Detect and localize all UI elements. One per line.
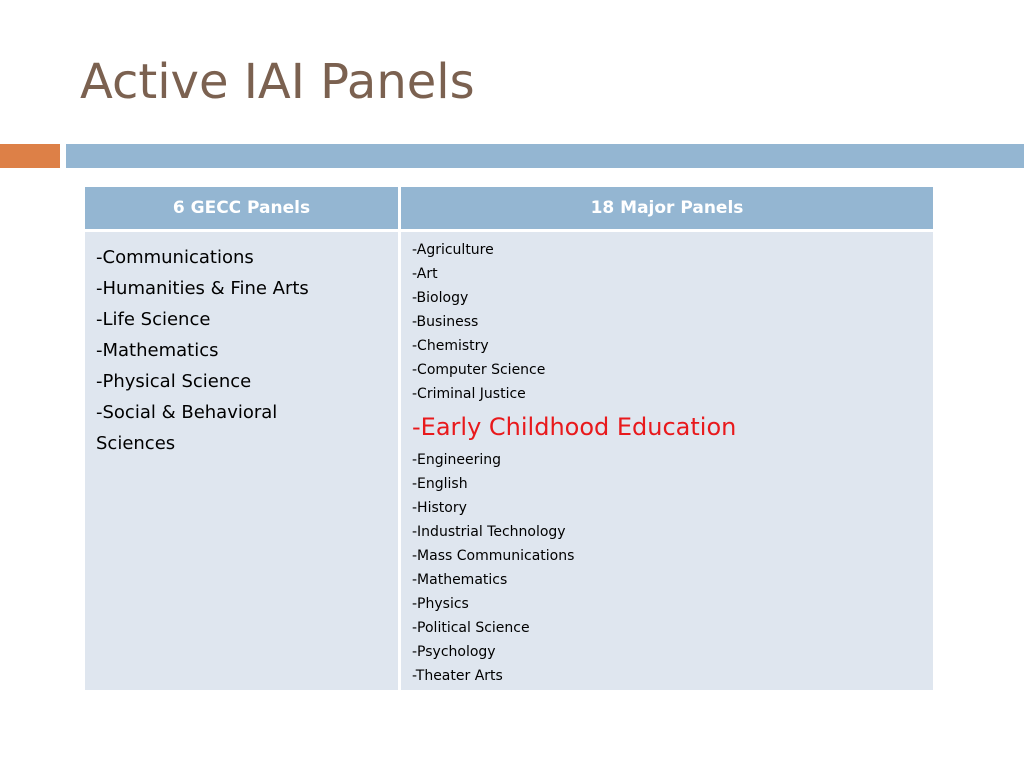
accent-bar-orange bbox=[0, 144, 60, 168]
header-major-panels: 18 Major Panels bbox=[400, 187, 934, 231]
list-item: -Industrial Technology bbox=[412, 524, 566, 540]
list-item: -Communications bbox=[96, 247, 254, 268]
list-item: -Political Science bbox=[412, 620, 530, 636]
list-item: -Life Science bbox=[96, 309, 211, 330]
list-item: -Agriculture bbox=[412, 242, 494, 258]
panels-table bbox=[85, 187, 933, 690]
list-item: -Art bbox=[412, 266, 438, 282]
major-panels-cell bbox=[400, 231, 934, 691]
list-item: -Humanities & Fine Arts bbox=[96, 278, 309, 299]
slide-title: Active IAI Panels bbox=[80, 54, 475, 110]
gecc-panels-cell bbox=[85, 231, 400, 691]
list-item: -Mathematics bbox=[96, 340, 219, 361]
list-item: -English bbox=[412, 476, 468, 492]
list-item: -Mathematics bbox=[412, 572, 508, 588]
list-item: -Theater Arts bbox=[412, 668, 503, 684]
list-item: -Engineering bbox=[412, 452, 502, 468]
list-item: -Physical Science bbox=[96, 371, 252, 392]
list-item: -Biology bbox=[412, 290, 469, 306]
list-item: -Computer Science bbox=[412, 362, 546, 378]
list-item: -History bbox=[412, 500, 467, 516]
list-item: -Physics bbox=[412, 596, 469, 612]
table-header-row bbox=[85, 187, 933, 231]
list-item: -Criminal Justice bbox=[412, 386, 526, 402]
list-item: -Psychology bbox=[412, 644, 496, 660]
table-row bbox=[85, 231, 933, 691]
list-item: -Business bbox=[412, 314, 479, 330]
header-gecc-panels: 6 GECC Panels bbox=[85, 187, 400, 231]
accent-bar-blue bbox=[66, 144, 1024, 168]
list-item: Sciences bbox=[96, 433, 176, 454]
list-item: -Mass Communications bbox=[412, 548, 575, 564]
major-panels-list bbox=[402, 233, 932, 688]
gecc-panels-list bbox=[86, 233, 397, 459]
highlighted-list-item: -Early Childhood Education bbox=[412, 413, 737, 441]
list-item: -Social & Behavioral bbox=[96, 402, 278, 423]
list-item: -Chemistry bbox=[412, 338, 489, 354]
